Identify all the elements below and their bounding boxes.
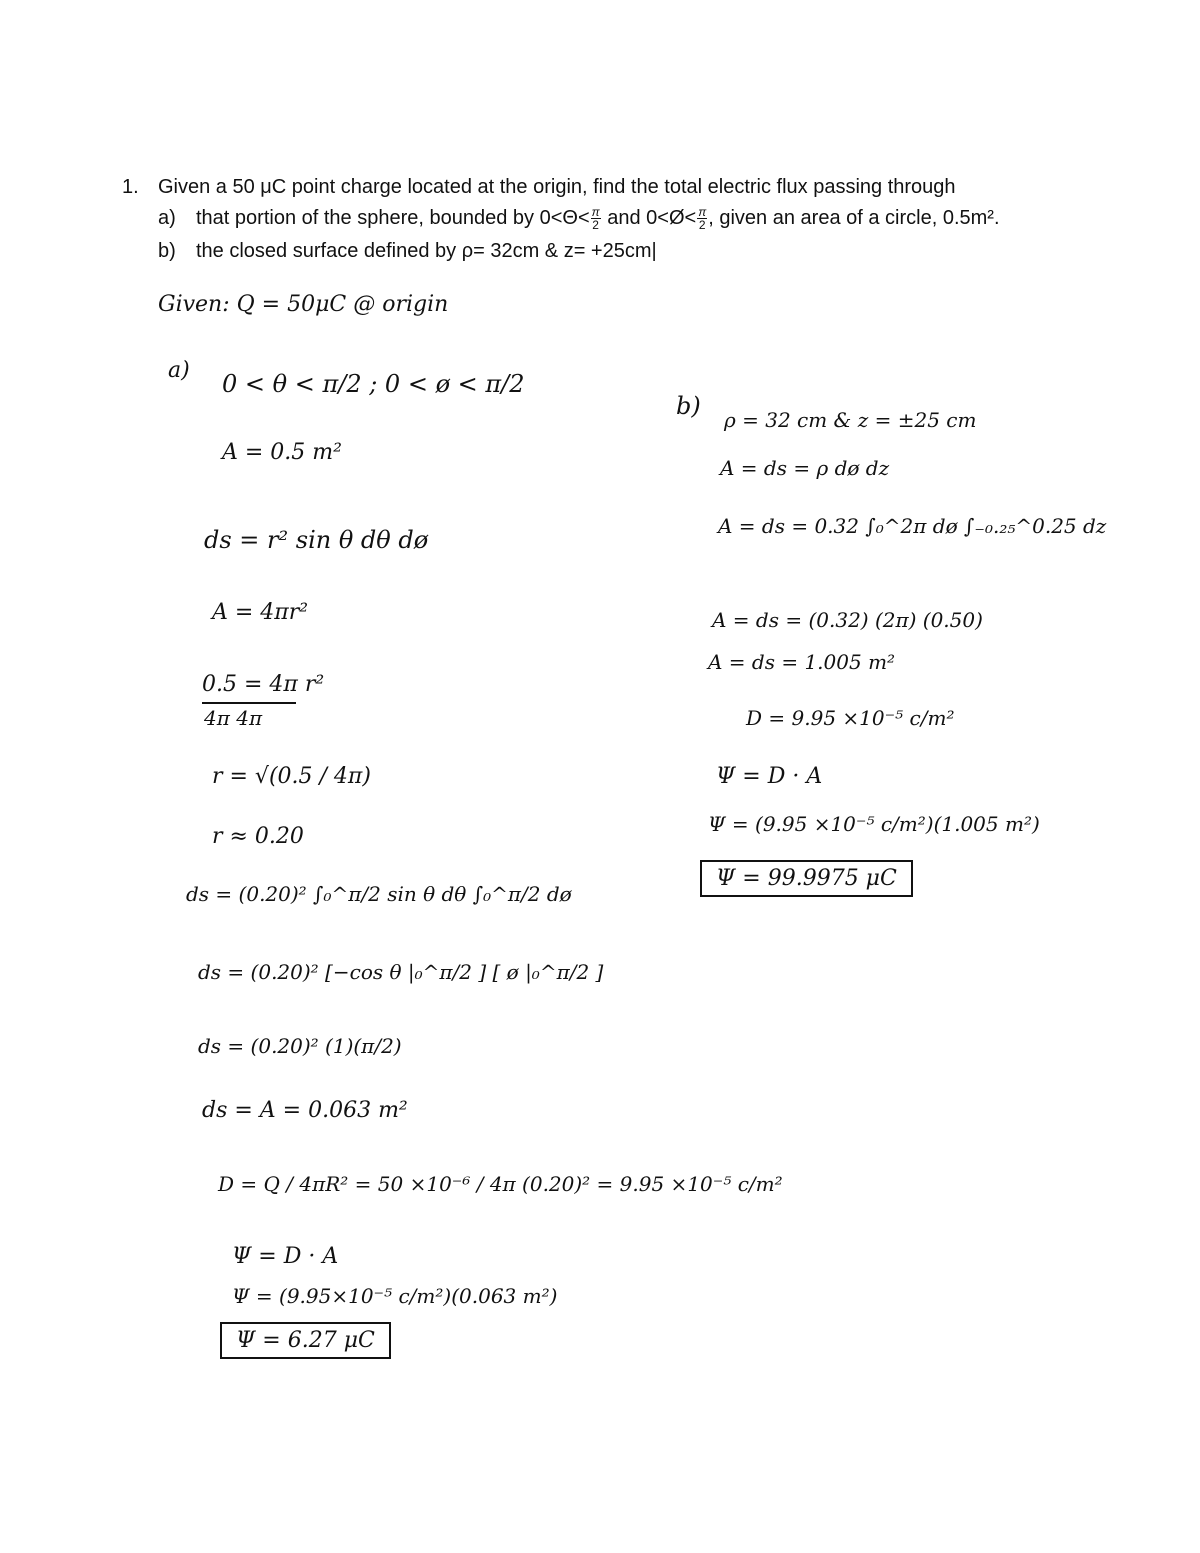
question-stem [122,176,956,199]
part-a-area: A = 0.5 m² [222,440,342,465]
part-a-evaluate: ds = (0.20)² [−cos θ |₀^π/2 ] [ ø |₀^π/2 ] [198,960,604,984]
part-b-psi-definition: Ψ = D · A [716,764,823,789]
part-a-label: a) [158,206,176,229]
question-stem-text: Given a 50 μC point charge located at the origin, find the total electric flux passing through [158,176,956,198]
part-b-integral: A = ds = 0.32 ∫₀^2π dø ∫₋₀.₂₅^0.25 dz [718,514,1107,538]
part-b-area-result: A = ds = 1.005 m² [708,650,896,674]
part-a-fraction-bar [202,702,296,704]
part-a-solve-line: 0.5 = 4π r² [202,672,325,697]
part-a-text-2: and 0<Ø< [601,206,697,229]
given-line: Given: Q = 50μC @ origin [158,292,449,317]
part-a-area-result: ds = A = 0.063 m² [202,1098,408,1123]
part-a-psi-definition: Ψ = D · A [232,1244,339,1269]
part-b-psi-substitution: Ψ = (9.95 ×10⁻⁵ c/m²)(1.005 m²) [708,812,1040,836]
part-a-solve-r: r = √(0.5 / 4π) [212,764,371,789]
part-b-label: b) [158,240,176,262]
part-a-ds-definition: ds = r² sin θ dθ dø [204,526,429,554]
part-a-solve-denominator: 4π 4π [204,706,263,730]
question-part-b [158,240,657,263]
question-number: 1. [122,176,139,198]
part-b-given: ρ = 32 cm & z = ±25 cm [724,408,977,432]
part-b-product: A = ds = (0.32) (2π) (0.50) [712,608,983,632]
part-b-ds-definition: A = ds = ρ dø dz [720,456,890,480]
part-a-simplify: ds = (0.20)² (1)(π/2) [198,1034,402,1058]
part-a-frac-1: $\frac{\pi}{2}$ [591,205,600,232]
part-a-work-label: a) [168,358,190,383]
part-b-answer-box: Ψ = 99.9975 μC [700,860,913,897]
part-a-bounds: 0 < θ < π/2 ; 0 < ø < π/2 [222,370,525,398]
part-b-work-label: b) [676,392,701,420]
question-part-a [158,206,1000,231]
part-a-text-3: , given an area of a circle, 0.5m². [708,206,1000,229]
part-a-r-value: r ≈ 0.20 [212,824,304,849]
part-a-answer-box: Ψ = 6.27 μC [220,1322,391,1359]
part-a-sphere-area: A = 4πr² [212,600,309,625]
part-a-integral: ds = (0.20)² ∫₀^π/2 sin θ dθ ∫₀^π/2 dø [186,882,572,906]
part-a-psi-substitution: Ψ = (9.95×10⁻⁵ c/m²)(0.063 m²) [232,1284,558,1308]
part-b-text: the closed surface defined by ρ= 32cm & z= +25cm| [196,240,657,262]
part-a-text-1: that portion of the sphere, bounded by 0<Θ< [196,206,590,229]
part-a-d-formula: D = Q / 4πR² = 50 ×10⁻⁶ / 4π (0.20)² = 9.95 ×10⁻⁵ c/m² [218,1172,783,1196]
part-a-frac-2: $\frac{\pi}{2}$ [698,205,707,232]
part-b-d-value: D = 9.95 ×10⁻⁵ c/m² [746,706,955,730]
